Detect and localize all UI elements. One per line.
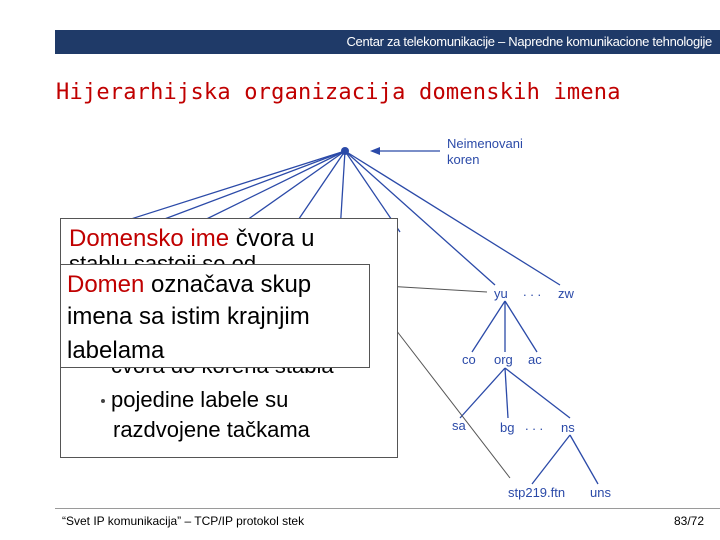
root-label-line1: Neimenovani [447,136,523,151]
node-ns: ns [561,420,575,435]
node-uns: uns [590,485,611,500]
node-bg: bg [500,420,515,435]
node-ac: ac [528,352,542,367]
callout1-line1-rest: čvora u [229,225,315,252]
yu-branches [460,301,598,484]
bullet-dot [101,399,105,403]
ellipsis-1: . . . [523,284,542,299]
node-sa: sa [452,418,466,433]
callout1-bullet [101,387,288,413]
callout1-bullet-line2: razdvojene tačkama [113,417,310,442]
ellipsis-2: . . . [525,418,544,433]
footer-course-title: “Svet IP komunikacija” – TCP/IP protokol stek [62,514,305,528]
node-co: co [462,352,476,367]
node-stp219-ftn: stp219.ftn [508,485,566,500]
callout2-line3: labelama [67,337,165,364]
slide-title: Hijerarhijska organizacija domenskih imena [56,80,621,105]
node-org: org [494,352,513,367]
callout2-term: Domen [67,271,145,298]
node-yu: yu [494,286,508,301]
header-text: Centar za telekomunikacije – Napredne komunikacione tehnologije [346,34,712,49]
callout2-line2: imena sa istim krajnjim [67,303,310,330]
root-label-line2: koren [447,152,480,167]
callout1-bullet-line1: pojedine labele su [111,387,289,412]
callout1-pointer [396,330,510,478]
root-pointer-arrowhead [370,147,380,155]
callout-domain [60,264,370,368]
callout1-line1 [69,225,314,253]
callout2-line1 [67,271,311,299]
page-number: 83/72 [673,514,704,528]
callout2-line1-rest: označava skup [144,271,312,298]
footer-divider [55,508,720,509]
callout1-term: Domensko ime [69,225,230,252]
node-zw: zw [558,286,574,301]
